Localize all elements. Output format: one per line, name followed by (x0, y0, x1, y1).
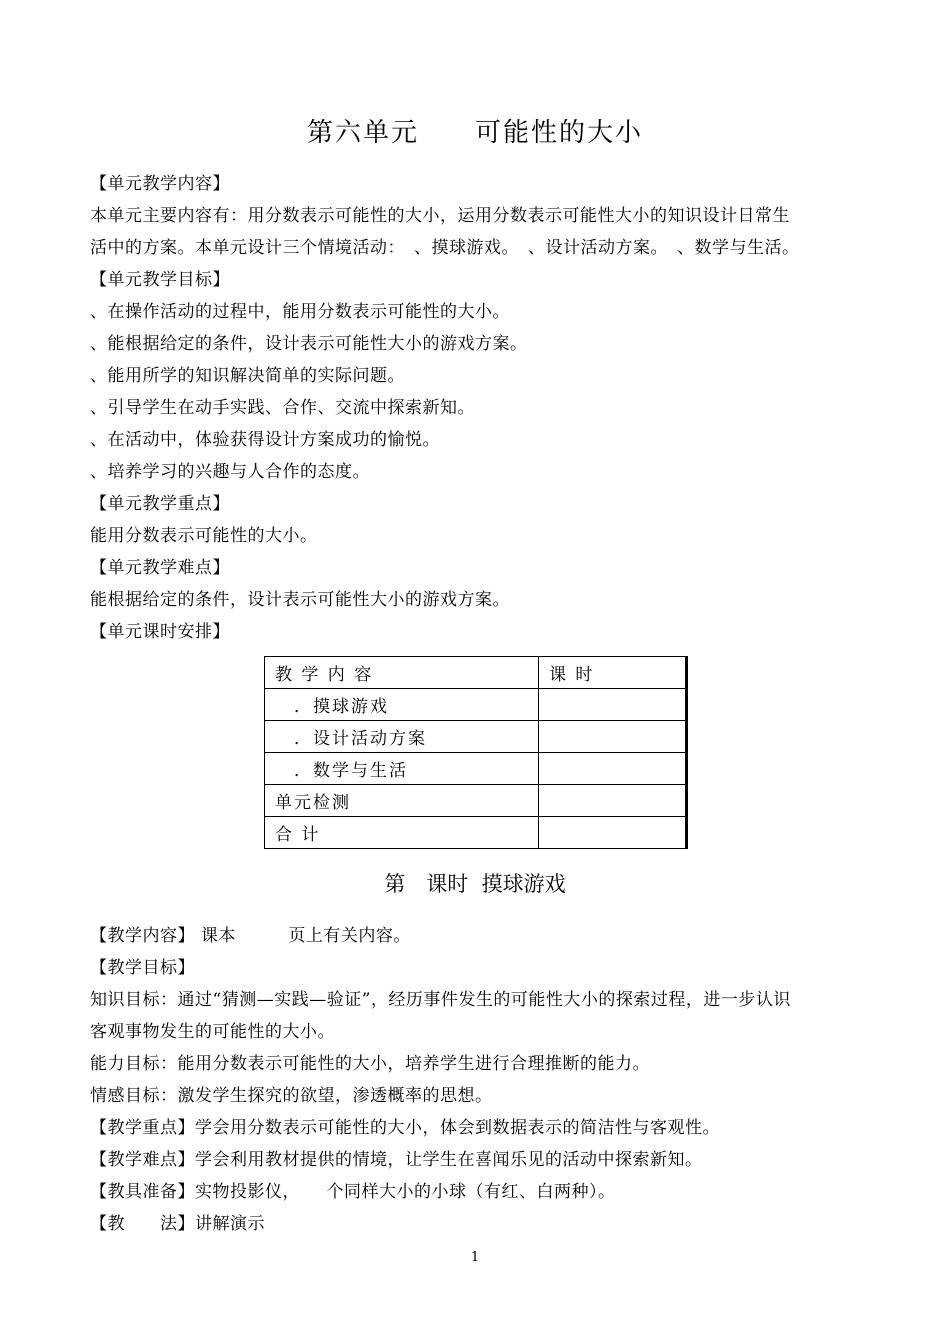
table-row (265, 753, 687, 785)
table-row (265, 689, 687, 721)
schedule-table (264, 656, 688, 849)
table-header-row (265, 657, 687, 689)
section-heading-difficulty: 【单元教学难点】 (90, 558, 230, 578)
table-cell (539, 689, 687, 721)
list-item: 、能用所学的知识解决简单的实际问题。 (90, 366, 405, 386)
table-cell: ．数学与生活 (265, 753, 539, 785)
lesson-method: 【教 法】讲解演示 (90, 1214, 265, 1234)
paragraph-line: 能根据给定的条件，设计表示可能性大小的游戏方案。 (90, 590, 510, 610)
paragraph-line: 本单元主要内容有：用分数表示可能性的大小，运用分数表示可能性大小的知识设计日常生 (90, 206, 790, 226)
table-cell (539, 817, 687, 849)
list-item: 、在活动中，体验获得设计方案成功的愉悦。 (90, 430, 440, 450)
table-header-cell: 课 时 (539, 657, 687, 689)
section-heading-content: 【单元教学内容】 (90, 174, 230, 194)
table-row (265, 785, 687, 817)
lesson-key-point: 【教学重点】学会用分数表示可能性的大小，体会到数据表示的简洁性与客观性。 (90, 1118, 720, 1138)
table-cell: 单元检测 (265, 785, 539, 817)
paragraph-line: 能用分数表示可能性的大小。 (90, 526, 318, 546)
lesson-content: 【教学内容】 课本 页上有关内容。 (90, 926, 411, 946)
table-cell (539, 785, 687, 817)
table-cell: ．设计活动方案 (265, 721, 539, 753)
table-row (265, 721, 687, 753)
unit-title: 第六单元 可能性的大小 (306, 118, 643, 148)
paragraph-line: 知识目标：通过“猜测—实践—验证”，经历事件发生的可能性大小的探索过程，进一步认识 (90, 990, 791, 1010)
section-heading-goals: 【单元教学目标】 (90, 270, 230, 290)
lesson-difficulty: 【教学难点】学会利用教材提供的情境，让学生在喜闻乐见的活动中探索新知。 (90, 1150, 703, 1170)
list-item: 、引导学生在动手实践、合作、交流中探索新知。 (90, 398, 475, 418)
table-header-cell: 教 学 内 容 (265, 657, 539, 689)
list-item: 、能根据给定的条件，设计表示可能性大小的游戏方案。 (90, 334, 528, 354)
table-cell: 合 计 (265, 817, 539, 849)
table-row (265, 817, 687, 849)
table-cell (539, 753, 687, 785)
page-number: 1 (470, 1250, 480, 1265)
paragraph-line: 活中的方案。本单元设计三个情境活动： 、摸球游戏。 、设计活动方案。 、数学与生活。 (90, 238, 800, 258)
lesson-tools: 【教具准备】实物投影仪， 个同样大小的小球（有红、白两种）。 (90, 1182, 616, 1202)
paragraph-line: 客观事物发生的可能性的大小。 (90, 1022, 335, 1042)
list-item: 、培养学习的兴趣与人合作的态度。 (90, 462, 370, 482)
paragraph-line: 情感目标：激发学生探究的欲望，渗透概率的思想。 (90, 1086, 493, 1106)
section-heading-key: 【单元教学重点】 (90, 494, 230, 514)
table-cell (539, 721, 687, 753)
section-heading-lesson-goals: 【教学目标】 (90, 958, 195, 978)
table-cell: ．摸球游戏 (265, 689, 539, 721)
paragraph-line: 能力目标：能用分数表示可能性的大小，培养学生进行合理推断的能力。 (90, 1054, 650, 1074)
section-heading-schedule: 【单元课时安排】 (90, 622, 230, 642)
lesson-title: 第 课时 摸球游戏 (384, 872, 566, 896)
list-item: 、在操作活动的过程中，能用分数表示可能性的大小。 (90, 302, 510, 322)
